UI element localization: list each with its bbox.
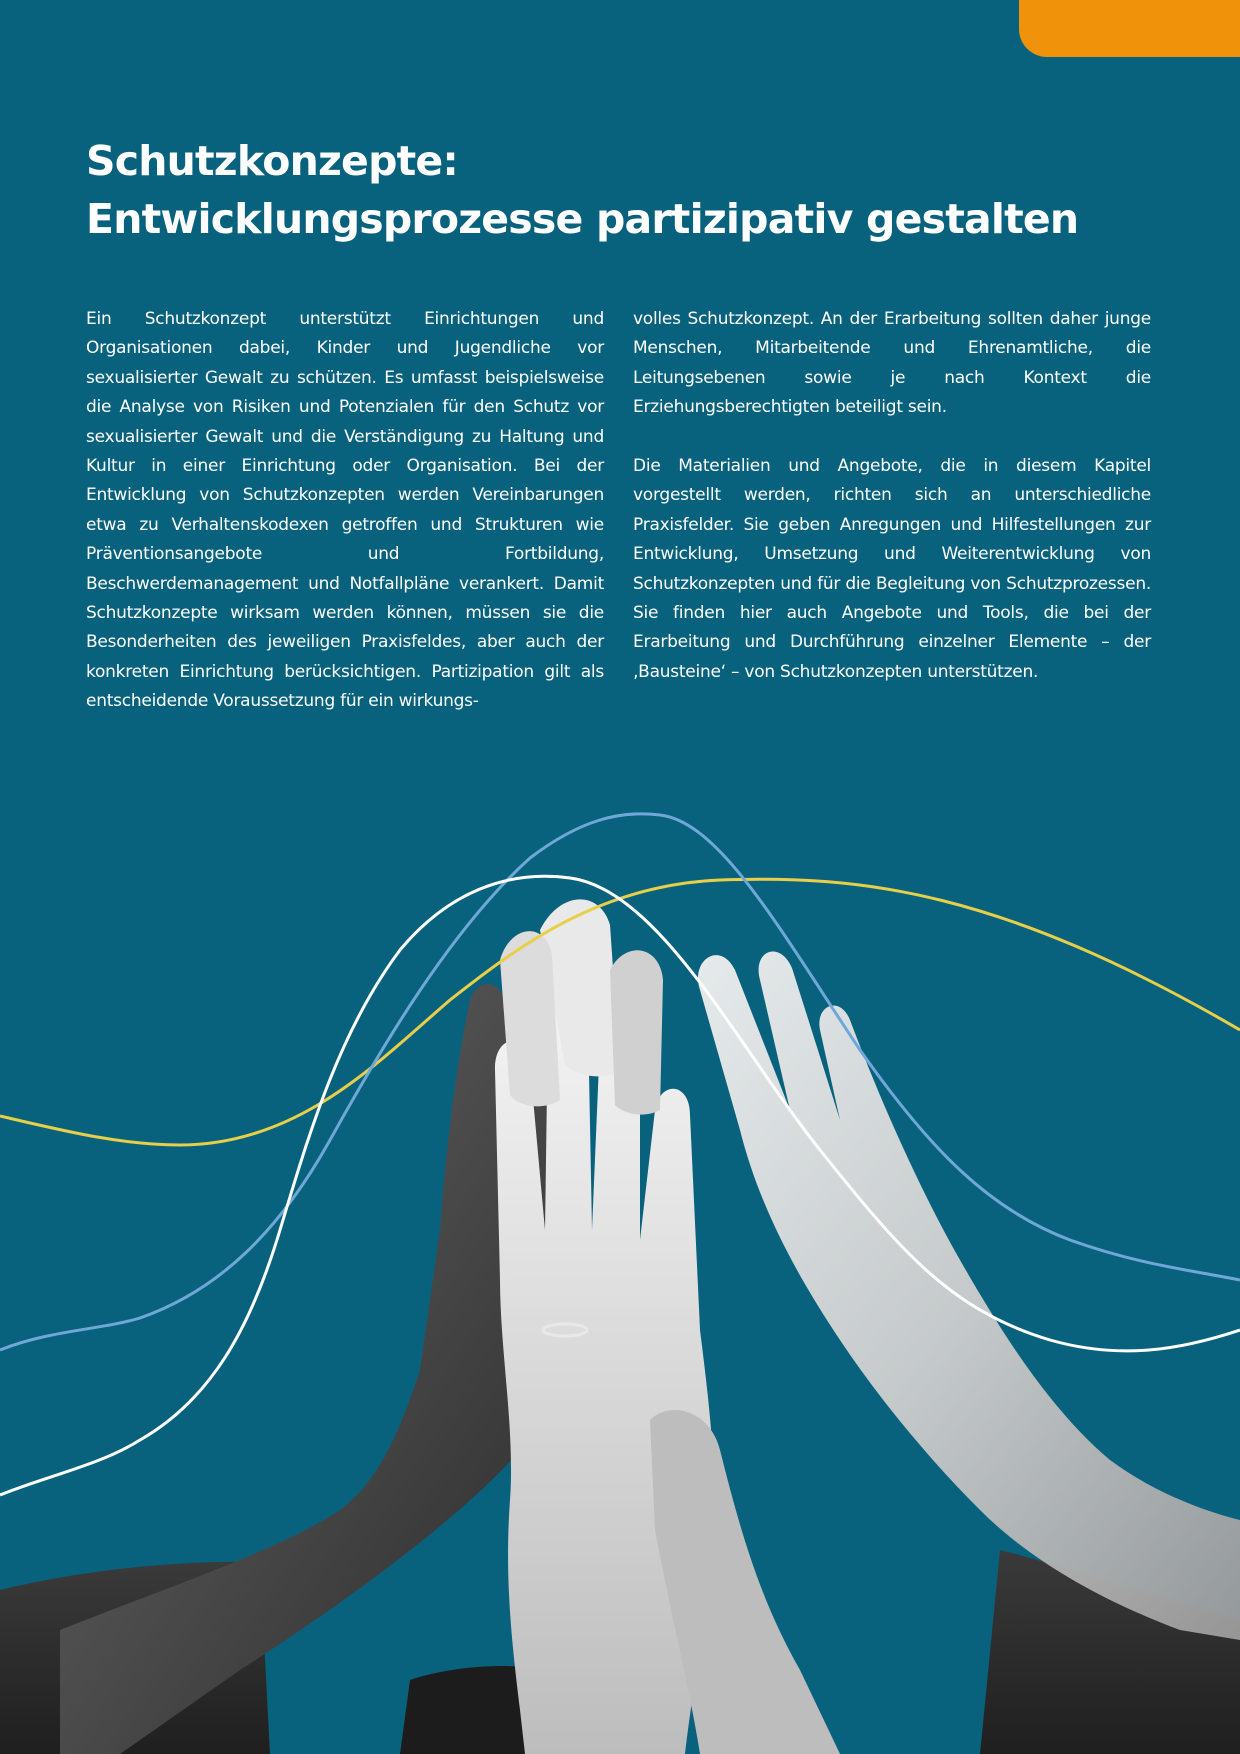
hands-group — [0, 899, 1240, 1754]
right-text-column — [633, 305, 1151, 687]
page-title — [86, 132, 1086, 248]
body-paragraph-right-1: volles Schutzkonzept. An der Erarbeitung sollten daher junge Menschen, Mitarbeitende und Ehrenamtliche, die Leitungsebenen sowie je nach Kontext die Erziehungsberechtigten beteiligt sein. — [633, 309, 1151, 418]
title-line-1: Schutzkonzepte: — [86, 137, 459, 185]
orange-corner-tab — [1019, 0, 1240, 57]
stacked-hands-illustration — [0, 810, 1240, 1754]
left-text-column — [86, 305, 604, 717]
title-line-2: Entwicklungsprozesse partizipativ gestalten — [86, 195, 1079, 243]
body-paragraph-left: Ein Schutzkonzept unterstützt Einrichtungen und Organisationen dabei, Kinder und Jugendliche vor sexualisierter Gewalt zu schützen. Es umfasst beispielsweise die Analyse von Risiken und Potenzialen für den Schutz vor sexualisierter Gewalt und die Verständigung zu Haltung und Kultur in einer Einrichtung oder Organisation. Bei der Entwicklung von Schutzkonzepten werden Vereinbarungen etwa zu Verhaltenskodexen getroffen und Strukturen wie Präventionsangebote und Fortbildung, Beschwerdemanagement und Notfallpläne verankert. Damit Schutzkonzepte wirksam werden können, müssen sie die Besonderheiten des jeweiligen Praxisfeldes, aber auch der konkreten Einrichtung berücksichtigen. Partizipation gilt als entscheidende Voraussetzung für ein wirkungs- — [86, 309, 604, 712]
right-hand — [698, 951, 1240, 1640]
body-paragraph-right-2: Die Materialien und Angebote, die in diesem Kapitel vorgestellt werden, richten sich an unterschiedliche Praxisfelder. Sie geben Anregungen und Hilfestellungen zur Entwicklung, Umsetzung und Weiterentwicklung von Schutzkonzepten und für die Begleitung von Schutzprozessen. Sie finden hier auch Angebote und Tools, die bei der Erarbeitung und Durchführung einzelner Elemente – der ‚Bausteine‘ – von Schutzkonzepten unterstützen. — [633, 456, 1151, 682]
dark-hand — [60, 984, 562, 1754]
paragraph-gap — [633, 423, 1151, 452]
top-fingers-3 — [610, 950, 663, 1114]
